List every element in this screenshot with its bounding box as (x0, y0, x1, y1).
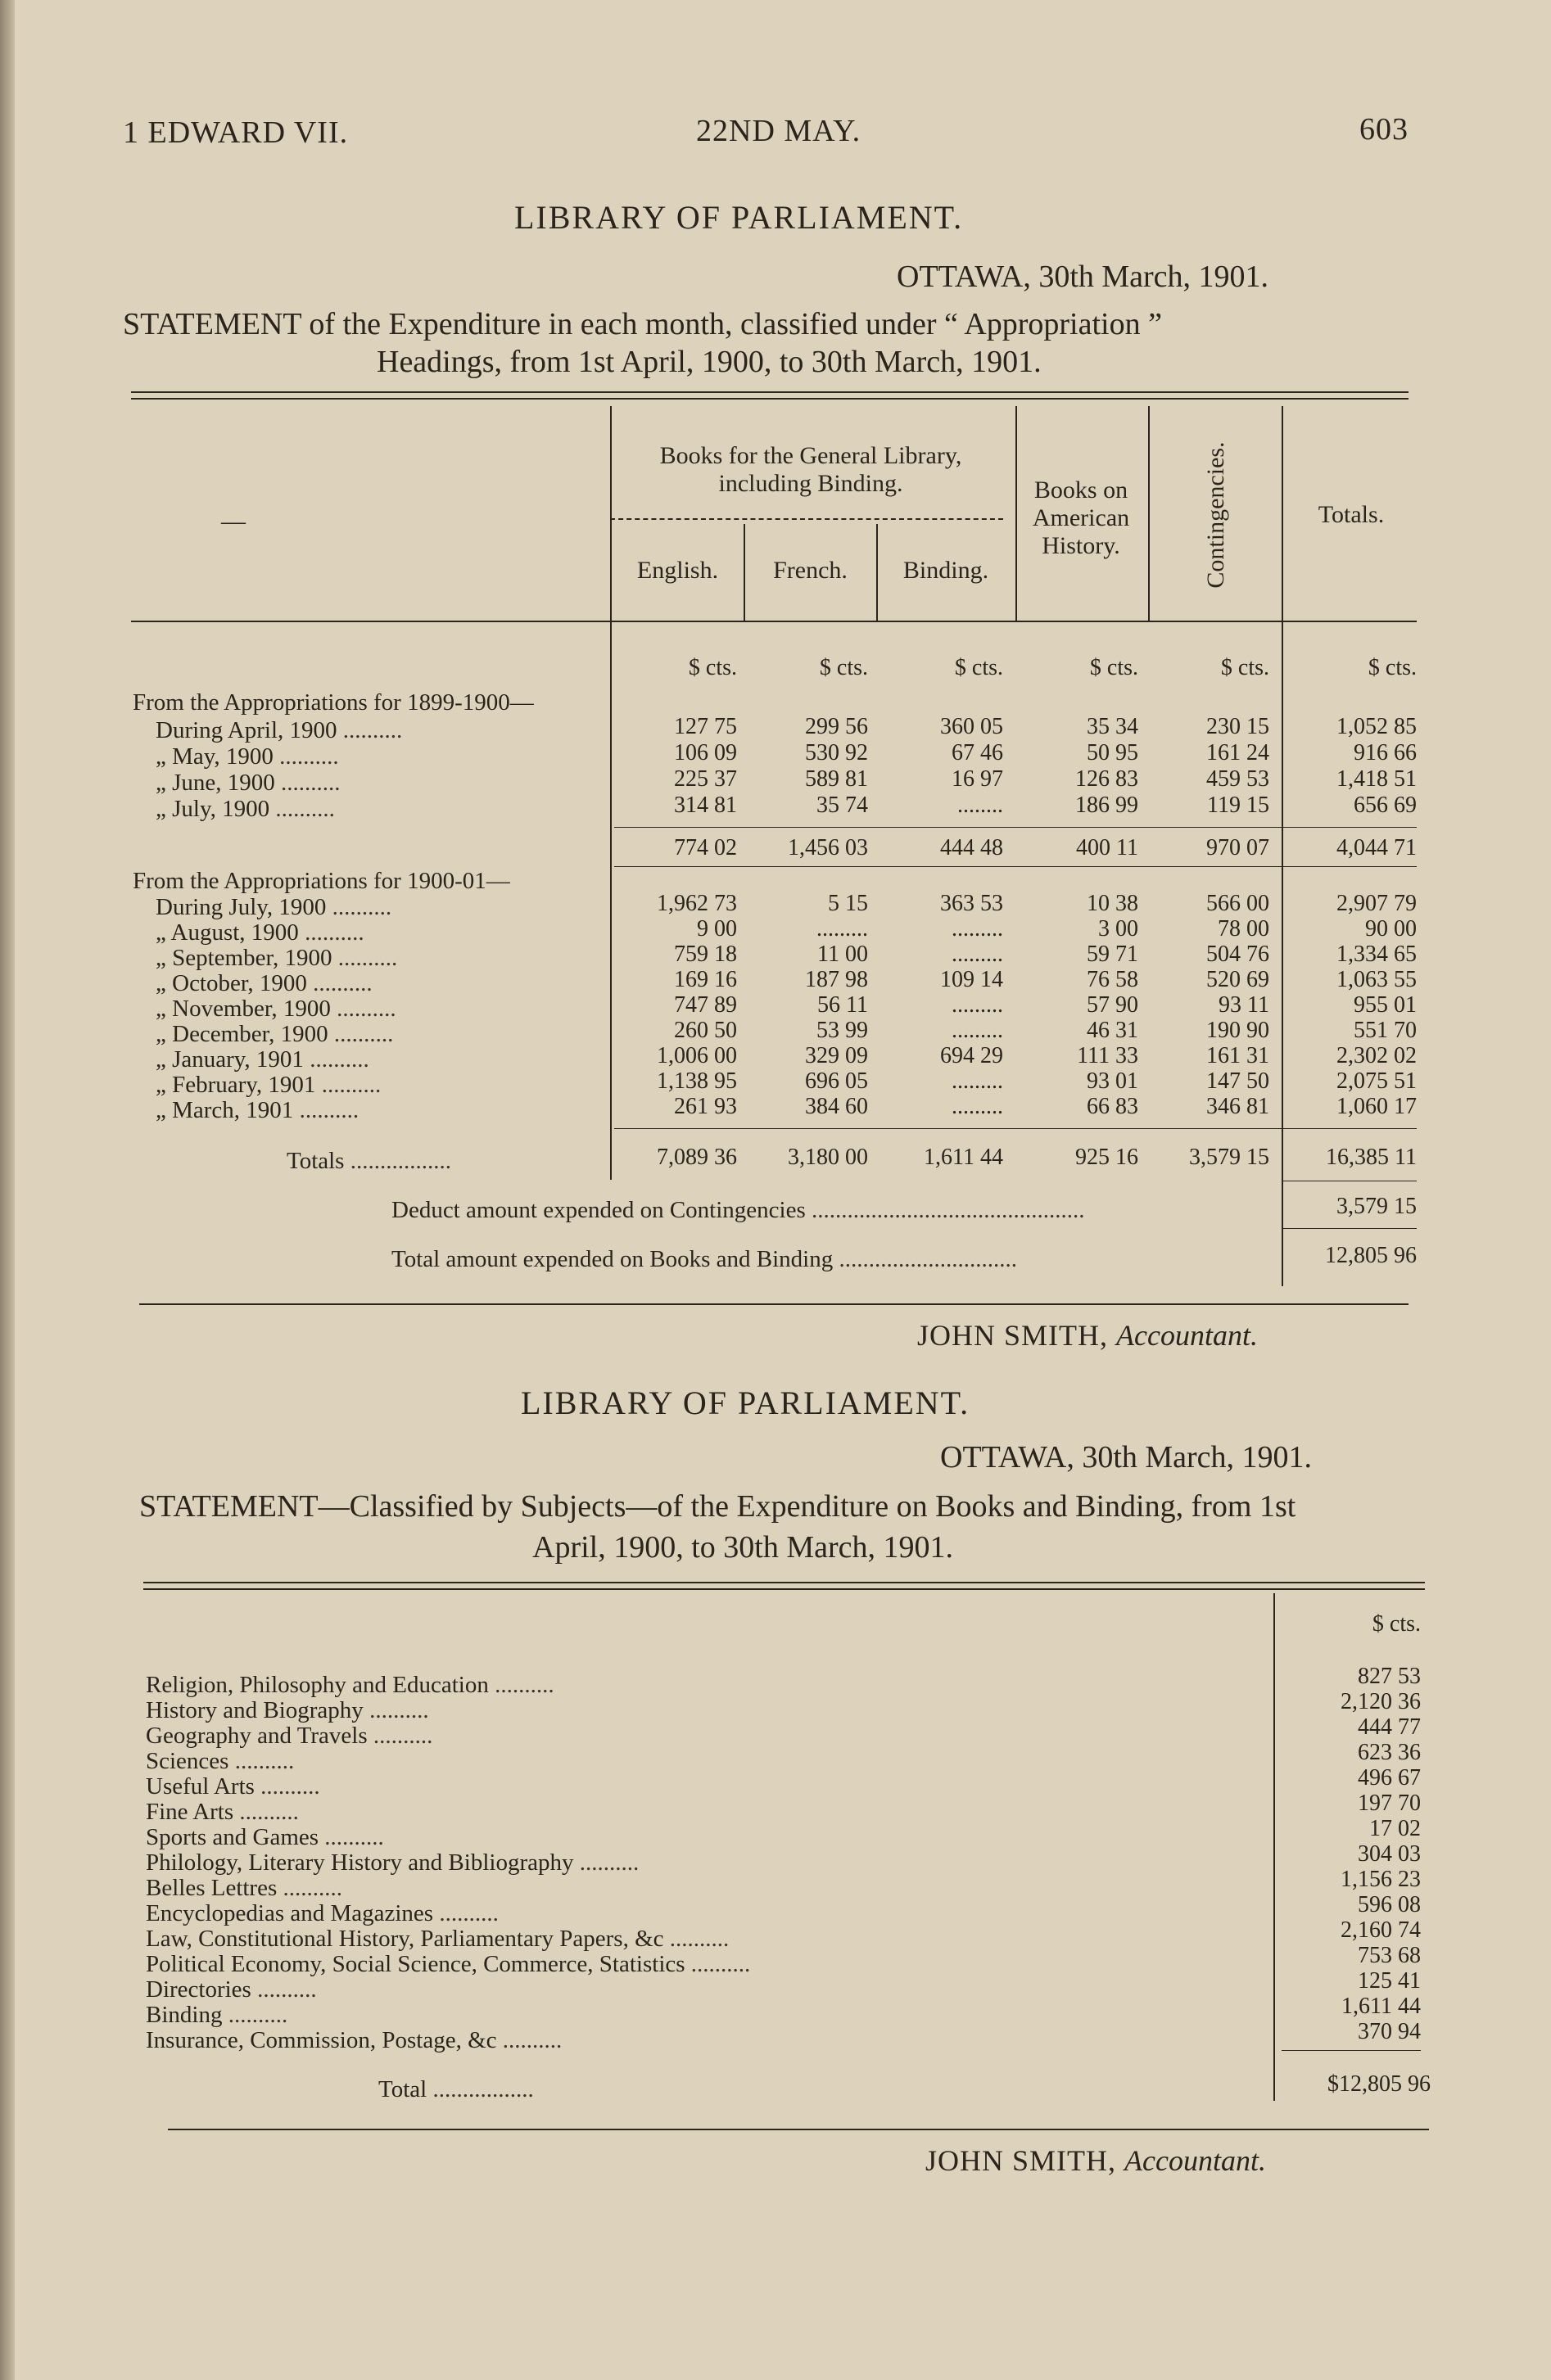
row-label-text: „ March, 1901 (156, 1097, 294, 1123)
subject-label-text: Insurance, Commission, Postage, &c (146, 2027, 497, 2053)
cell-english: 225 37 (674, 766, 737, 792)
leader-dots: .......... (337, 717, 403, 743)
cell-american: 50 95 (1087, 740, 1138, 765)
cell-english: 314 81 (674, 793, 737, 818)
cell-american: 925 16 (1075, 1145, 1138, 1170)
leader-dots: .......... (328, 1021, 394, 1047)
cell-french: 329 09 (805, 1043, 868, 1068)
statement1-intro-line2: Headings, from 1st April, 1900, to 30th March, 1901. (377, 345, 1042, 379)
statement2-intro-line2: April, 1900, to 30th March, 1901. (532, 1530, 954, 1565)
cell-contingencies: 504 76 (1206, 942, 1269, 967)
row-label-text: During July, 1900 (156, 894, 327, 920)
cell-binding: 363 53 (940, 891, 1003, 916)
table1-heading-american: Books on American History. (1032, 476, 1130, 559)
statement2-title: LIBRARY OF PARLIAMENT. (521, 1384, 970, 1421)
subject-row-label (146, 2002, 287, 2029)
deduct-value: 3,579 15 (1336, 1194, 1417, 1219)
cell-contingencies: 147 50 (1206, 1068, 1269, 1094)
row-label-text: During April, 1900 (156, 717, 337, 743)
subject-label-text: Binding (146, 2002, 223, 2028)
row-label-text: „ October, 1900 (156, 970, 307, 996)
totals-rule (614, 1128, 1417, 1129)
cell-total: 955 01 (1354, 992, 1417, 1018)
cell-contingencies: 93 11 (1219, 992, 1269, 1018)
cell-contingencies: 78 00 (1218, 916, 1269, 942)
cell-binding: ......... (952, 942, 1003, 967)
row-label (156, 717, 402, 744)
cell-american: 59 71 (1087, 942, 1138, 967)
cell-contingencies: 520 69 (1206, 967, 1269, 992)
cell-english: 7,089 36 (657, 1145, 737, 1170)
statement1-place-date: OTTAWA, 30th March, 1901. (897, 260, 1269, 294)
subject-row-value: 17 02 (1369, 1816, 1421, 1841)
page-number: 603 (1359, 112, 1409, 147)
row-label-text: „ January, 1901 (156, 1046, 304, 1073)
cell-english: 127 75 (674, 714, 737, 739)
subject-row-value: 496 67 (1358, 1765, 1421, 1791)
subject-row-label (146, 1849, 639, 1876)
table2-unit: $ cts. (1372, 1611, 1421, 1637)
subject-row-label (146, 1900, 499, 1927)
unit-french: $ cts. (819, 655, 868, 680)
leader-dots: .......... (233, 1799, 299, 1825)
cell-american: 93 01 (1087, 1068, 1138, 1094)
cell-american: 400 11 (1076, 835, 1138, 860)
cell-french: 299 56 (805, 714, 868, 739)
statement2-signature: JOHN SMITH, Accountant. (925, 2144, 1266, 2177)
row-label (156, 919, 364, 946)
row-label (156, 945, 397, 972)
cell-contingencies: 230 15 (1206, 714, 1269, 739)
subject-row-label (146, 2027, 562, 2054)
unit-contingencies: $ cts. (1220, 655, 1269, 680)
subject-row-value: 2,160 74 (1341, 1917, 1421, 1943)
table1-heading-french: French. (773, 557, 848, 584)
table2-col-sep (1273, 1593, 1275, 2101)
cell-french: 187 98 (805, 967, 868, 992)
row-label-text: „ May, 1900 (156, 743, 274, 770)
leader-dots: .......... (293, 1097, 359, 1123)
subject-row-value: 370 94 (1358, 2019, 1421, 2044)
subject-row-label (146, 1824, 384, 1851)
subject-label-text: Sciences (146, 1748, 229, 1774)
leader-dots: .......... (367, 1723, 433, 1749)
leader-dots: .......... (685, 1951, 751, 1977)
table1-stub-heading: — (221, 508, 246, 535)
cell-french: 53 99 (816, 1018, 868, 1043)
cell-binding: ......... (952, 1094, 1003, 1119)
row-label (156, 996, 396, 1023)
cell-binding: 1,611 44 (924, 1145, 1003, 1170)
cell-binding: 360 05 (940, 714, 1003, 739)
leader-dots: .......... (315, 1072, 382, 1098)
table1-heading-contingencies: Contingencies. (1202, 441, 1229, 589)
subject-label-text: Philology, Literary History and Bibliography (146, 1849, 574, 1876)
row-label (156, 970, 373, 997)
subject-label-text: Law, Constitutional History, Parliamentary Papers, &c (146, 1926, 664, 1952)
table2-total-label: Total ................. (378, 2076, 534, 2102)
table1-heading-totals: Totals. (1318, 501, 1385, 528)
leader-dots: .......... (222, 2002, 288, 2028)
subject-row-value: 753 68 (1358, 1943, 1421, 1968)
cell-total: 1,052 85 (1336, 714, 1417, 739)
cell-contingencies: 459 53 (1206, 766, 1269, 792)
cell-french: 696 05 (805, 1068, 868, 1094)
cell-total: 916 66 (1354, 740, 1417, 765)
table2-top-rule (143, 1582, 1425, 1583)
leader-dots: .......... (363, 1697, 429, 1723)
leader-dots: .......... (319, 1824, 384, 1850)
header-left: 1 EDWARD VII. (123, 115, 349, 150)
subject-row-label (146, 1951, 750, 1978)
unit-american: $ cts. (1089, 655, 1138, 680)
cell-american: 57 90 (1087, 992, 1138, 1018)
statement1-signature: JOHN SMITH, Accountant. (917, 1319, 1258, 1352)
table1-group-rule (610, 518, 1003, 520)
cell-contingencies: 970 07 (1206, 835, 1269, 860)
table1-col-sep-5 (1148, 406, 1150, 622)
cell-american: 76 58 (1087, 967, 1138, 992)
totals-label: Totals ................. (287, 1148, 451, 1174)
row-label (156, 796, 335, 823)
subject-label-text: Political Economy, Social Science, Commerce, Statistics (146, 1951, 685, 1977)
cell-total: 90 00 (1365, 916, 1417, 942)
table2-top-rule-2 (143, 1588, 1425, 1590)
cell-american: 46 31 (1087, 1018, 1138, 1043)
row-label (156, 894, 391, 921)
cell-french: 56 11 (817, 992, 868, 1018)
cell-american: 126 83 (1075, 766, 1138, 792)
cell-binding: ......... (952, 1068, 1003, 1094)
net-value: 12,805 96 (1325, 1243, 1417, 1268)
cell-contingencies: 190 90 (1206, 1018, 1269, 1043)
cell-english: 9 00 (697, 916, 737, 942)
table2-total-rule (1282, 2050, 1421, 2051)
table1-col-sep-1 (610, 406, 612, 1180)
cell-binding: 694 29 (940, 1043, 1003, 1068)
unit-binding: $ cts. (954, 655, 1003, 680)
table1-header-rule (131, 621, 1417, 622)
subject-row-value: 2,120 36 (1341, 1689, 1421, 1714)
subject-row-value: 304 03 (1358, 1841, 1421, 1867)
cell-total: 2,907 79 (1336, 891, 1417, 916)
cell-french: 5 15 (828, 891, 868, 916)
subject-label-text: Geography and Travels (146, 1723, 368, 1749)
cell-english: 759 18 (674, 942, 737, 967)
table1-heading-english: English. (636, 557, 719, 584)
row-label (156, 743, 339, 770)
leader-dots: .......... (251, 1976, 317, 2003)
cell-american: 35 34 (1087, 714, 1138, 739)
row-label-text: „ July, 1900 (156, 796, 270, 822)
statement1-intro-line1: STATEMENT of the Expenditure in each month, classified under “ Appropriation ” (123, 307, 1162, 341)
deduct-label: Deduct amount expended on Contingencies .............................................. (391, 1197, 1085, 1223)
leader-dots: .......... (496, 2027, 563, 2053)
cell-binding: 109 14 (940, 967, 1003, 992)
subject-row-label (146, 1748, 294, 1775)
cell-english: 747 89 (674, 992, 737, 1018)
cell-contingencies: 161 31 (1206, 1043, 1269, 1068)
section2-heading: From the Appropriations for 1900-01— (133, 868, 510, 894)
subject-row-label (146, 1697, 429, 1724)
table1-top-rule-2 (131, 398, 1409, 400)
row-label (156, 1072, 381, 1099)
subject-row-value: 197 70 (1358, 1791, 1421, 1816)
cell-french: 384 60 (805, 1094, 868, 1119)
subject-row-value: 125 41 (1358, 1968, 1421, 1994)
cell-french: 530 92 (805, 740, 868, 765)
subject-label-text: Fine Arts (146, 1799, 234, 1825)
cell-binding: ........ (957, 793, 1003, 818)
row-label-text: „ June, 1900 (156, 770, 275, 796)
cell-binding: 444 48 (940, 835, 1003, 860)
cell-english: 260 50 (674, 1018, 737, 1043)
cell-contingencies: 3,579 15 (1189, 1145, 1269, 1170)
unit-totals: $ cts. (1368, 655, 1417, 680)
cell-english: 169 16 (674, 967, 737, 992)
header-center: 22ND MAY. (696, 114, 861, 148)
subject-row-label (146, 1976, 317, 2003)
cell-binding: ......... (952, 916, 1003, 942)
statement2-intro-line1: STATEMENT—Classified by Subjects—of the Expenditure on Books and Binding, from 1st (139, 1489, 1296, 1524)
row-label-text: „ February, 1901 (156, 1072, 316, 1098)
subject-label-text: History and Biography (146, 1697, 364, 1723)
cell-total: 4,044 71 (1336, 835, 1417, 860)
table1-top-rule (131, 391, 1409, 393)
subject-row-label (146, 1875, 342, 1902)
cell-total: 2,302 02 (1336, 1043, 1417, 1068)
cell-binding: 16 97 (952, 766, 1003, 792)
leader-dots: .......... (254, 1773, 320, 1800)
deduct-underline (1282, 1228, 1417, 1229)
table1-col-sep-2 (744, 524, 745, 622)
cell-french: 3,180 00 (788, 1145, 868, 1170)
subject-row-label (146, 1799, 299, 1826)
subject-label-text: Directories (146, 1976, 251, 2003)
subject-label-text: Belles Lettres (146, 1875, 278, 1901)
cell-english: 1,962 73 (657, 891, 737, 916)
section1-subtotal-rule-2 (614, 866, 1417, 867)
cell-total: 1,334 65 (1336, 942, 1417, 967)
table1-col-sep-3 (876, 524, 878, 622)
section1-heading: From the Appropriations for 1899-1900— (133, 689, 534, 716)
row-label-text: „ August, 1900 (156, 919, 299, 946)
cell-american: 3 00 (1098, 916, 1138, 942)
leader-dots: .......... (663, 1926, 730, 1952)
leader-dots: .......... (277, 1875, 343, 1901)
cell-english: 106 09 (674, 740, 737, 765)
row-label (156, 1021, 393, 1048)
cell-american: 186 99 (1075, 793, 1138, 818)
cell-total: 2,075 51 (1336, 1068, 1417, 1094)
cell-contingencies: 161 24 (1206, 740, 1269, 765)
subject-label-text: Religion, Philosophy and Education (146, 1672, 489, 1698)
table1-col-sep-4 (1015, 406, 1017, 622)
subject-label-text: Sports and Games (146, 1824, 319, 1850)
subject-row-label (146, 1773, 320, 1800)
cell-french: 11 00 (817, 942, 868, 967)
leader-dots: .......... (332, 945, 398, 971)
cell-french: ......... (816, 916, 868, 942)
cell-english: 261 93 (674, 1094, 737, 1119)
cell-contingencies: 346 81 (1206, 1094, 1269, 1119)
row-label (156, 770, 341, 797)
cell-binding: ......... (952, 992, 1003, 1018)
leader-dots: .......... (303, 1046, 369, 1073)
subject-row-value: 623 36 (1358, 1740, 1421, 1765)
subject-row-label (146, 1723, 432, 1750)
cell-american: 111 33 (1077, 1043, 1138, 1068)
subject-row-value: 596 08 (1358, 1892, 1421, 1917)
cell-french: 589 81 (805, 766, 868, 792)
cell-french: 35 74 (816, 793, 868, 818)
cell-american: 66 83 (1087, 1094, 1138, 1119)
cell-english: 774 02 (674, 835, 737, 860)
cell-contingencies: 566 00 (1206, 891, 1269, 916)
table1-heading-binding: Binding. (902, 557, 989, 584)
leader-dots: .......... (488, 1672, 554, 1698)
cell-french: 1,456 03 (788, 835, 868, 860)
cell-american: 10 38 (1087, 891, 1138, 916)
cell-english: 1,138 95 (657, 1068, 737, 1094)
cell-total: 1,418 51 (1336, 766, 1417, 792)
leader-dots: .......... (326, 894, 392, 920)
leader-dots: .......... (433, 1900, 499, 1926)
cell-total: 656 69 (1354, 793, 1417, 818)
subject-row-value: 1,156 23 (1341, 1867, 1421, 1892)
leader-dots: .......... (573, 1849, 640, 1876)
table2-total-value: $12,805 96 (1327, 2071, 1431, 2097)
row-label (156, 1046, 369, 1073)
cell-binding: ......... (952, 1018, 1003, 1043)
table1-bottom-rule (139, 1303, 1409, 1305)
cell-total: 1,060 17 (1336, 1094, 1417, 1119)
leader-dots: .......... (330, 996, 396, 1022)
cell-binding: 67 46 (952, 740, 1003, 765)
statement1-title: LIBRARY OF PARLIAMENT. (514, 199, 964, 236)
page-binding-edge (0, 0, 15, 2380)
subject-label-text: Encyclopedias and Magazines (146, 1900, 434, 1926)
leader-dots: .......... (228, 1748, 295, 1774)
subject-row-value: 444 77 (1358, 1714, 1421, 1740)
subject-row-value: 1,611 44 (1341, 1994, 1421, 2019)
leader-dots: .......... (298, 919, 364, 946)
row-label-text: „ September, 1900 (156, 945, 332, 971)
cell-total: 1,063 55 (1336, 967, 1417, 992)
unit-english: $ cts. (688, 655, 737, 680)
cell-english: 1,006 00 (657, 1043, 737, 1068)
leader-dots: .......... (274, 770, 341, 796)
cell-total: 16,385 11 (1326, 1145, 1417, 1170)
statement2-place-date: OTTAWA, 30th March, 1901. (940, 1440, 1313, 1475)
table2-bottom-rule (168, 2129, 1429, 2130)
table1-group-heading: Books for the General Library, including Binding. (659, 442, 962, 497)
cell-total: 551 70 (1354, 1018, 1417, 1043)
row-label (156, 1097, 359, 1124)
cell-contingencies: 119 15 (1207, 793, 1269, 818)
leader-dots: .......... (306, 970, 373, 996)
net-label: Total amount expended on Books and Binding .............................. (391, 1246, 1017, 1272)
table1-col-sep-6 (1282, 406, 1283, 1286)
subject-label-text: Useful Arts (146, 1773, 255, 1800)
subject-row-label (146, 1926, 729, 1953)
leader-dots: .......... (269, 796, 335, 822)
row-label-text: „ December, 1900 (156, 1021, 328, 1047)
leader-dots: .......... (273, 743, 339, 770)
row-label-text: „ November, 1900 (156, 996, 331, 1022)
subject-row-value: 827 53 (1358, 1664, 1421, 1689)
subject-row-label (146, 1672, 554, 1699)
section1-subtotal-rule (614, 827, 1417, 828)
